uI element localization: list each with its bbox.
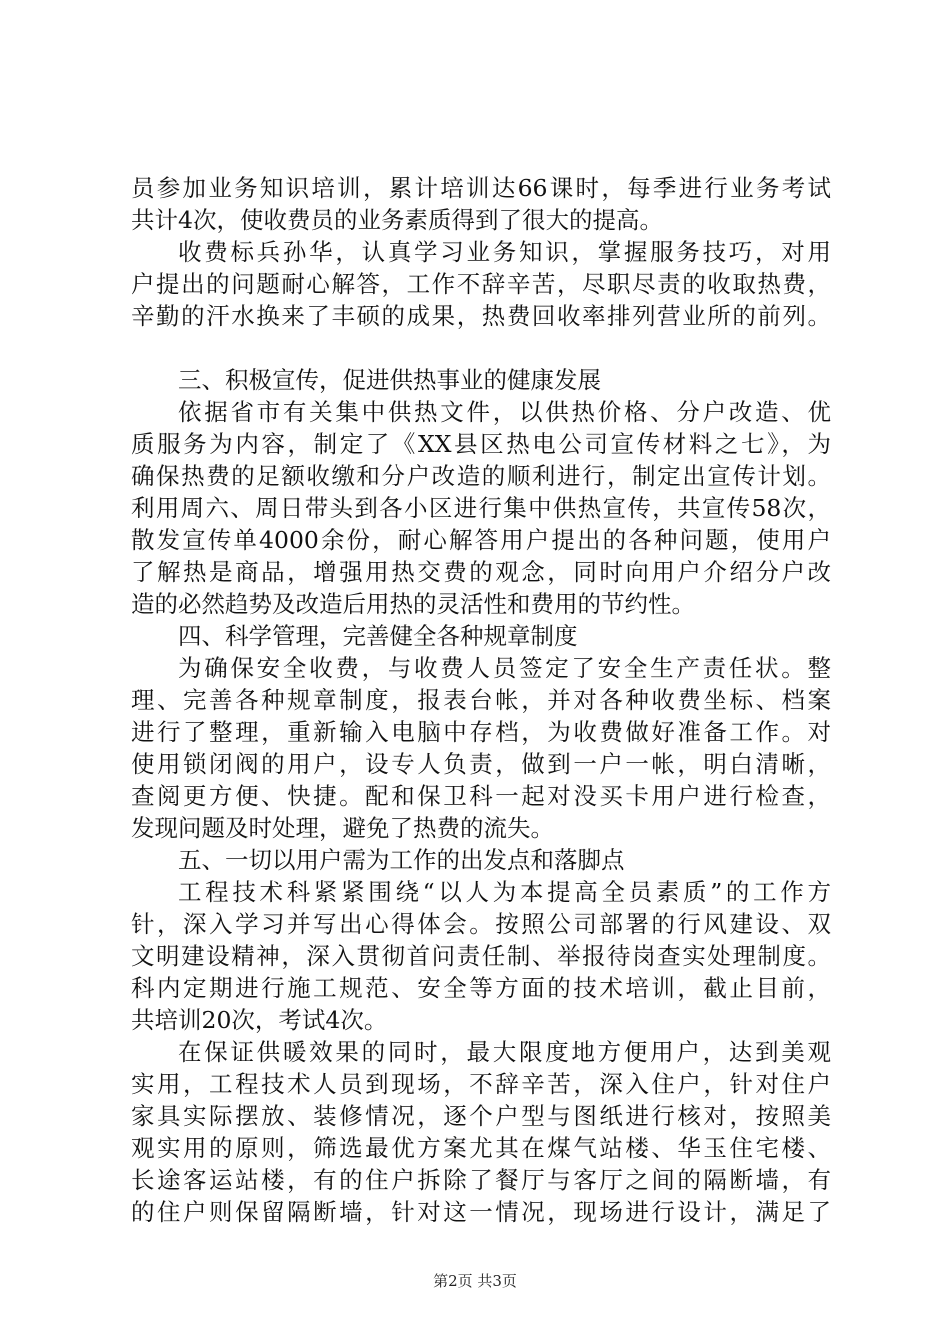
paragraph-line: 科内定期进行施工规范、安全等方面的技术培训，截止目前， xyxy=(131,974,831,1002)
paragraph-line: 为确保安全收费，与收费人员签定了安全生产责任状。整 xyxy=(178,654,831,682)
page-number-footer: 第2页 共3页 xyxy=(433,1272,517,1290)
paragraph-line: 散发宣传单4000余份，耐心解答用户提出的各种问题，使用户 xyxy=(131,526,831,554)
document-body xyxy=(131,172,831,1228)
paragraph-line: 利用周六、周日带头到各小区进行集中供热宣传，共宣传58次， xyxy=(131,494,831,522)
section-heading: 五、一切以用户需为工作的出发点和落脚点 xyxy=(178,846,625,874)
paragraph-line: 家具实际摆放、装修情况，逐个户型与图纸进行核对，按照美 xyxy=(131,1102,831,1130)
paragraph-line: 发现问题及时处理，避免了热费的流失。 xyxy=(131,814,554,842)
paragraph-line: 使用锁闭阀的用户，设专人负责，做到一户一帐，明白清晰， xyxy=(131,750,831,778)
paragraph-line: 查阅更方便、快捷。配和保卫科一起对没买卡用户进行检查， xyxy=(131,782,831,810)
paragraph-gap xyxy=(131,332,831,364)
paragraph-line: 工程技术科紧紧围绕“以人为本提高全员素质”的工作方 xyxy=(178,878,831,906)
section-heading: 三、积极宣传，促进供热事业的健康发展 xyxy=(178,366,601,394)
paragraph-line: 员参加业务知识培训，累计培训达66课时，每季进行业务考试 xyxy=(131,174,831,202)
paragraph-line: 进行了整理，重新输入电脑中存档，为收费做好准备工作。对 xyxy=(131,718,831,746)
paragraph-line: 的住户则保留隔断墙，针对这一情况，现场进行设计，满足了 xyxy=(131,1198,831,1226)
paragraph-line: 依据省市有关集中供热文件，以供热价格、分户改造、优 xyxy=(178,398,831,426)
paragraph-line: 确保热费的足额收缴和分户改造的顺利进行，制定出宣传计划。 xyxy=(131,462,831,490)
paragraph-line: 实用，工程技术人员到现场，不辞辛苦，深入住户，针对住户 xyxy=(131,1070,831,1098)
paragraph-line: 收费标兵孙华，认真学习业务知识，掌握服务技巧，对用 xyxy=(178,238,831,266)
paragraph-line: 辛勤的汗水换来了丰硕的成果，热费回收率排列营业所的前列。 xyxy=(131,302,831,330)
paragraph-line: 共培训20次，考试4次。 xyxy=(131,1006,388,1034)
paragraph-line: 户提出的问题耐心解答，工作不辞辛苦，尽职尽责的收取热费， xyxy=(131,270,831,298)
paragraph-line: 理、完善各种规章制度，报表台帐，并对各种收费坐标、档案 xyxy=(131,686,831,714)
paragraph-line: 长途客运站楼，有的住户拆除了餐厅与客厅之间的隔断墙，有 xyxy=(131,1166,831,1194)
section-heading: 四、科学管理，完善健全各种规章制度 xyxy=(178,622,578,650)
paragraph-line: 文明建设精神，深入贯彻首问责任制、举报待岗查实处理制度。 xyxy=(131,942,831,970)
paragraph-line: 质服务为内容，制定了《XX县区热电公司宣传材料之七》，为 xyxy=(131,430,831,458)
paragraph-line: 针，深入学习并写出心得体会。按照公司部署的行风建设、双 xyxy=(131,910,831,938)
paragraph-line: 在保证供暖效果的同时，最大限度地方便用户，达到美观 xyxy=(178,1038,831,1066)
paragraph-line: 了解热是商品，增强用热交费的观念，同时向用户介绍分户改 xyxy=(131,558,831,586)
paragraph-line: 共计4次，使收费员的业务素质得到了很大的提高。 xyxy=(131,206,663,234)
paragraph-line: 造的必然趋势及改造后用热的灵活性和费用的节约性。 xyxy=(131,590,695,618)
paragraph-line: 观实用的原则，筛选最优方案尤其在煤气站楼、华玉住宅楼、 xyxy=(131,1134,831,1162)
